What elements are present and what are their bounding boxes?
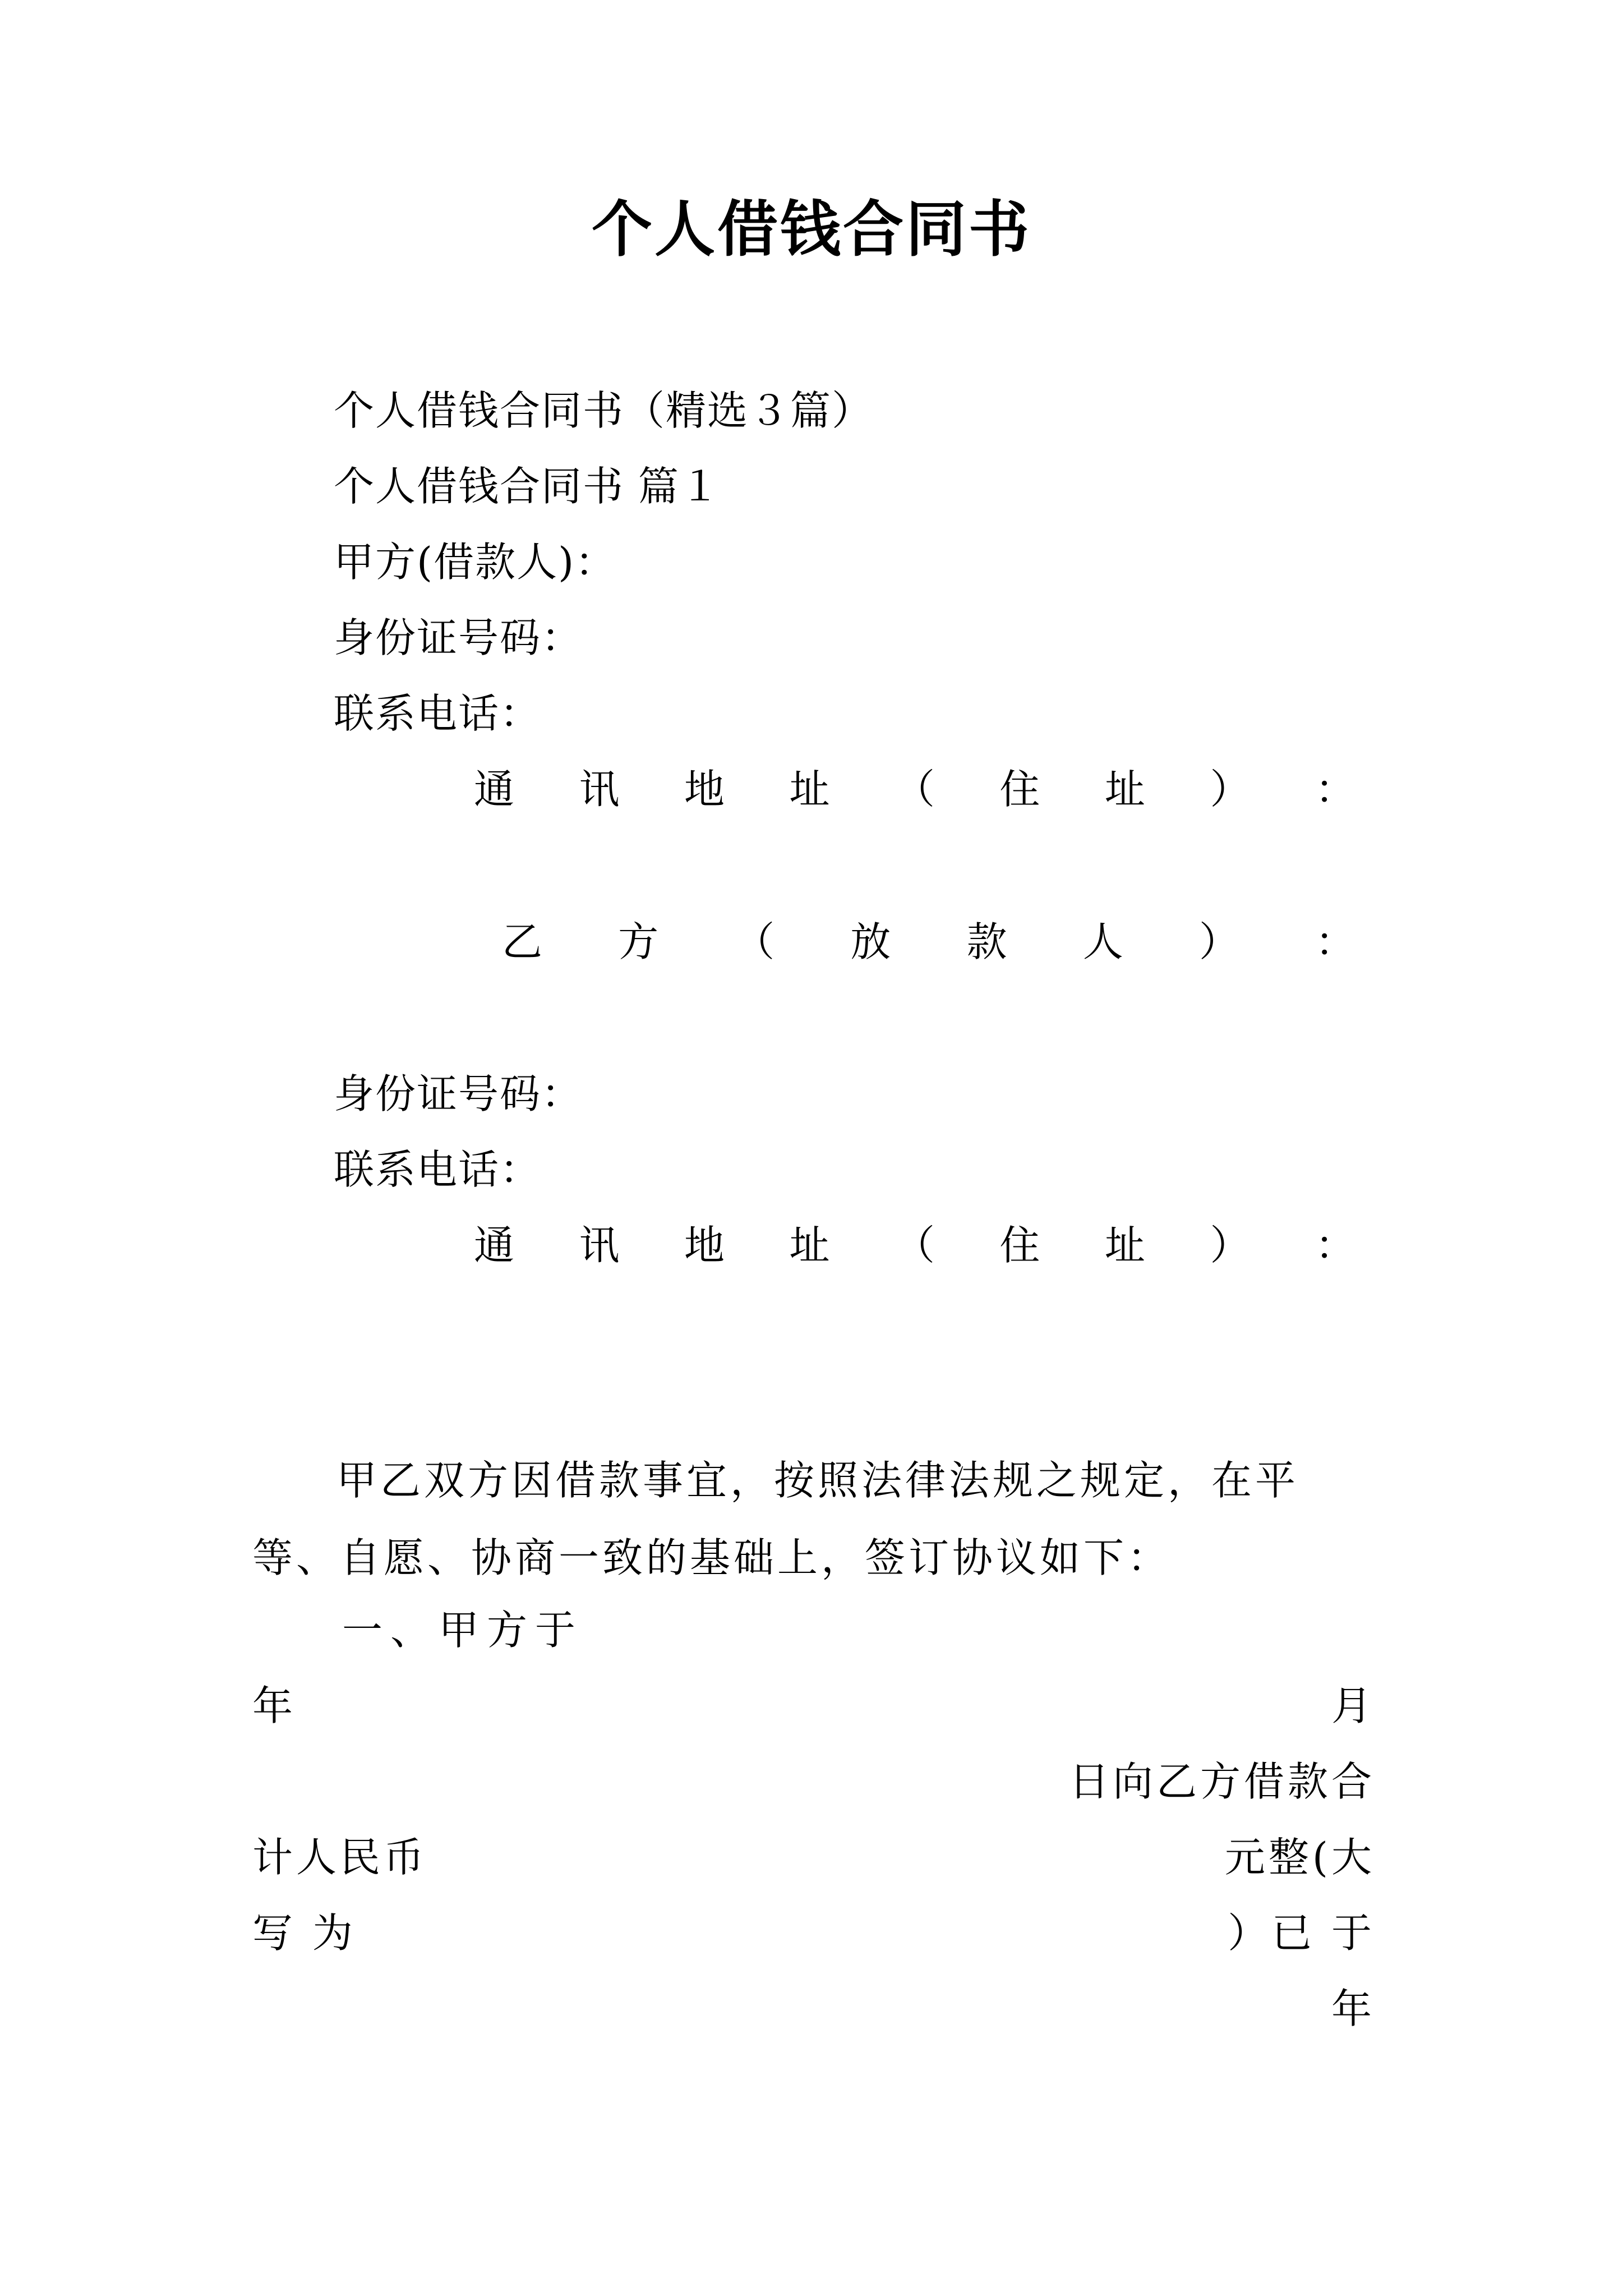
clause-1-amount-label: 计人民币	[252, 1834, 428, 1881]
party-b-phone-label: 联系电话：	[334, 1146, 542, 1193]
address-char: 通	[474, 1222, 515, 1269]
address-char: （	[894, 766, 935, 813]
clause-1-day-text: 日向乙方借款合	[1068, 1758, 1375, 1805]
address-char: ）	[1210, 1222, 1251, 1269]
party-b-char: 人	[1082, 918, 1123, 965]
party-b-char: ：	[1315, 918, 1355, 965]
address-char: 住	[999, 766, 1040, 813]
document-title: 个人借钱合同书	[591, 194, 1031, 265]
section-heading: 个人借钱合同书 篇１	[334, 463, 721, 510]
document-subtitle: 个人借钱合同书（精选３篇）	[334, 387, 874, 434]
party-b-char: 款	[966, 918, 1007, 965]
address-char: 址	[789, 1222, 830, 1269]
party-b-id-label: 身份证号码：	[334, 1070, 583, 1117]
address-char: ：	[1315, 766, 1355, 813]
party-b-char: 乙	[502, 918, 543, 965]
party-b-char: 放	[850, 918, 891, 965]
party-b-label	[502, 918, 1355, 965]
party-b-char: 方	[618, 918, 659, 965]
address-char: ：	[1315, 1222, 1355, 1269]
clause-1-month-label: 月	[1331, 1682, 1375, 1729]
intro-paragraph: 甲乙双方因借款事宜，按照法律法规之规定，在平等、自愿、协商一致的基础上，签订协议如下：	[252, 1457, 1299, 1581]
address-char: 通	[474, 766, 515, 813]
clause-1-start: 一、甲方于	[342, 1607, 584, 1654]
party-a-phone-label: 联系电话：	[334, 690, 542, 737]
clause-1-written-label: 写 为	[252, 1910, 356, 1957]
party-a-id-label: 身份证号码：	[334, 614, 583, 661]
address-char: 讯	[579, 1222, 620, 1269]
party-a-address-label	[474, 766, 1355, 813]
address-char: 地	[684, 1222, 725, 1269]
party-b-address-label	[474, 1222, 1355, 1269]
party-b-char: ）	[1198, 918, 1239, 965]
address-char: 址	[1104, 766, 1145, 813]
clause-1-year-label: 年	[252, 1682, 297, 1729]
address-char: 地	[684, 766, 725, 813]
party-a-label: 甲方(借款人)：	[334, 539, 617, 586]
address-char: 址	[1104, 1222, 1145, 1269]
address-char: 讯	[579, 766, 620, 813]
clause-1-written-suffix: ）已 于	[1228, 1910, 1375, 1957]
address-char: 址	[789, 766, 830, 813]
clause-1-year-label-2: 年	[1331, 1985, 1375, 2032]
address-char: 住	[999, 1222, 1040, 1269]
address-char: （	[894, 1222, 935, 1269]
address-char: ）	[1210, 766, 1251, 813]
clause-1-amount-suffix: 元整(大	[1224, 1834, 1375, 1881]
party-b-char: （	[734, 918, 775, 965]
